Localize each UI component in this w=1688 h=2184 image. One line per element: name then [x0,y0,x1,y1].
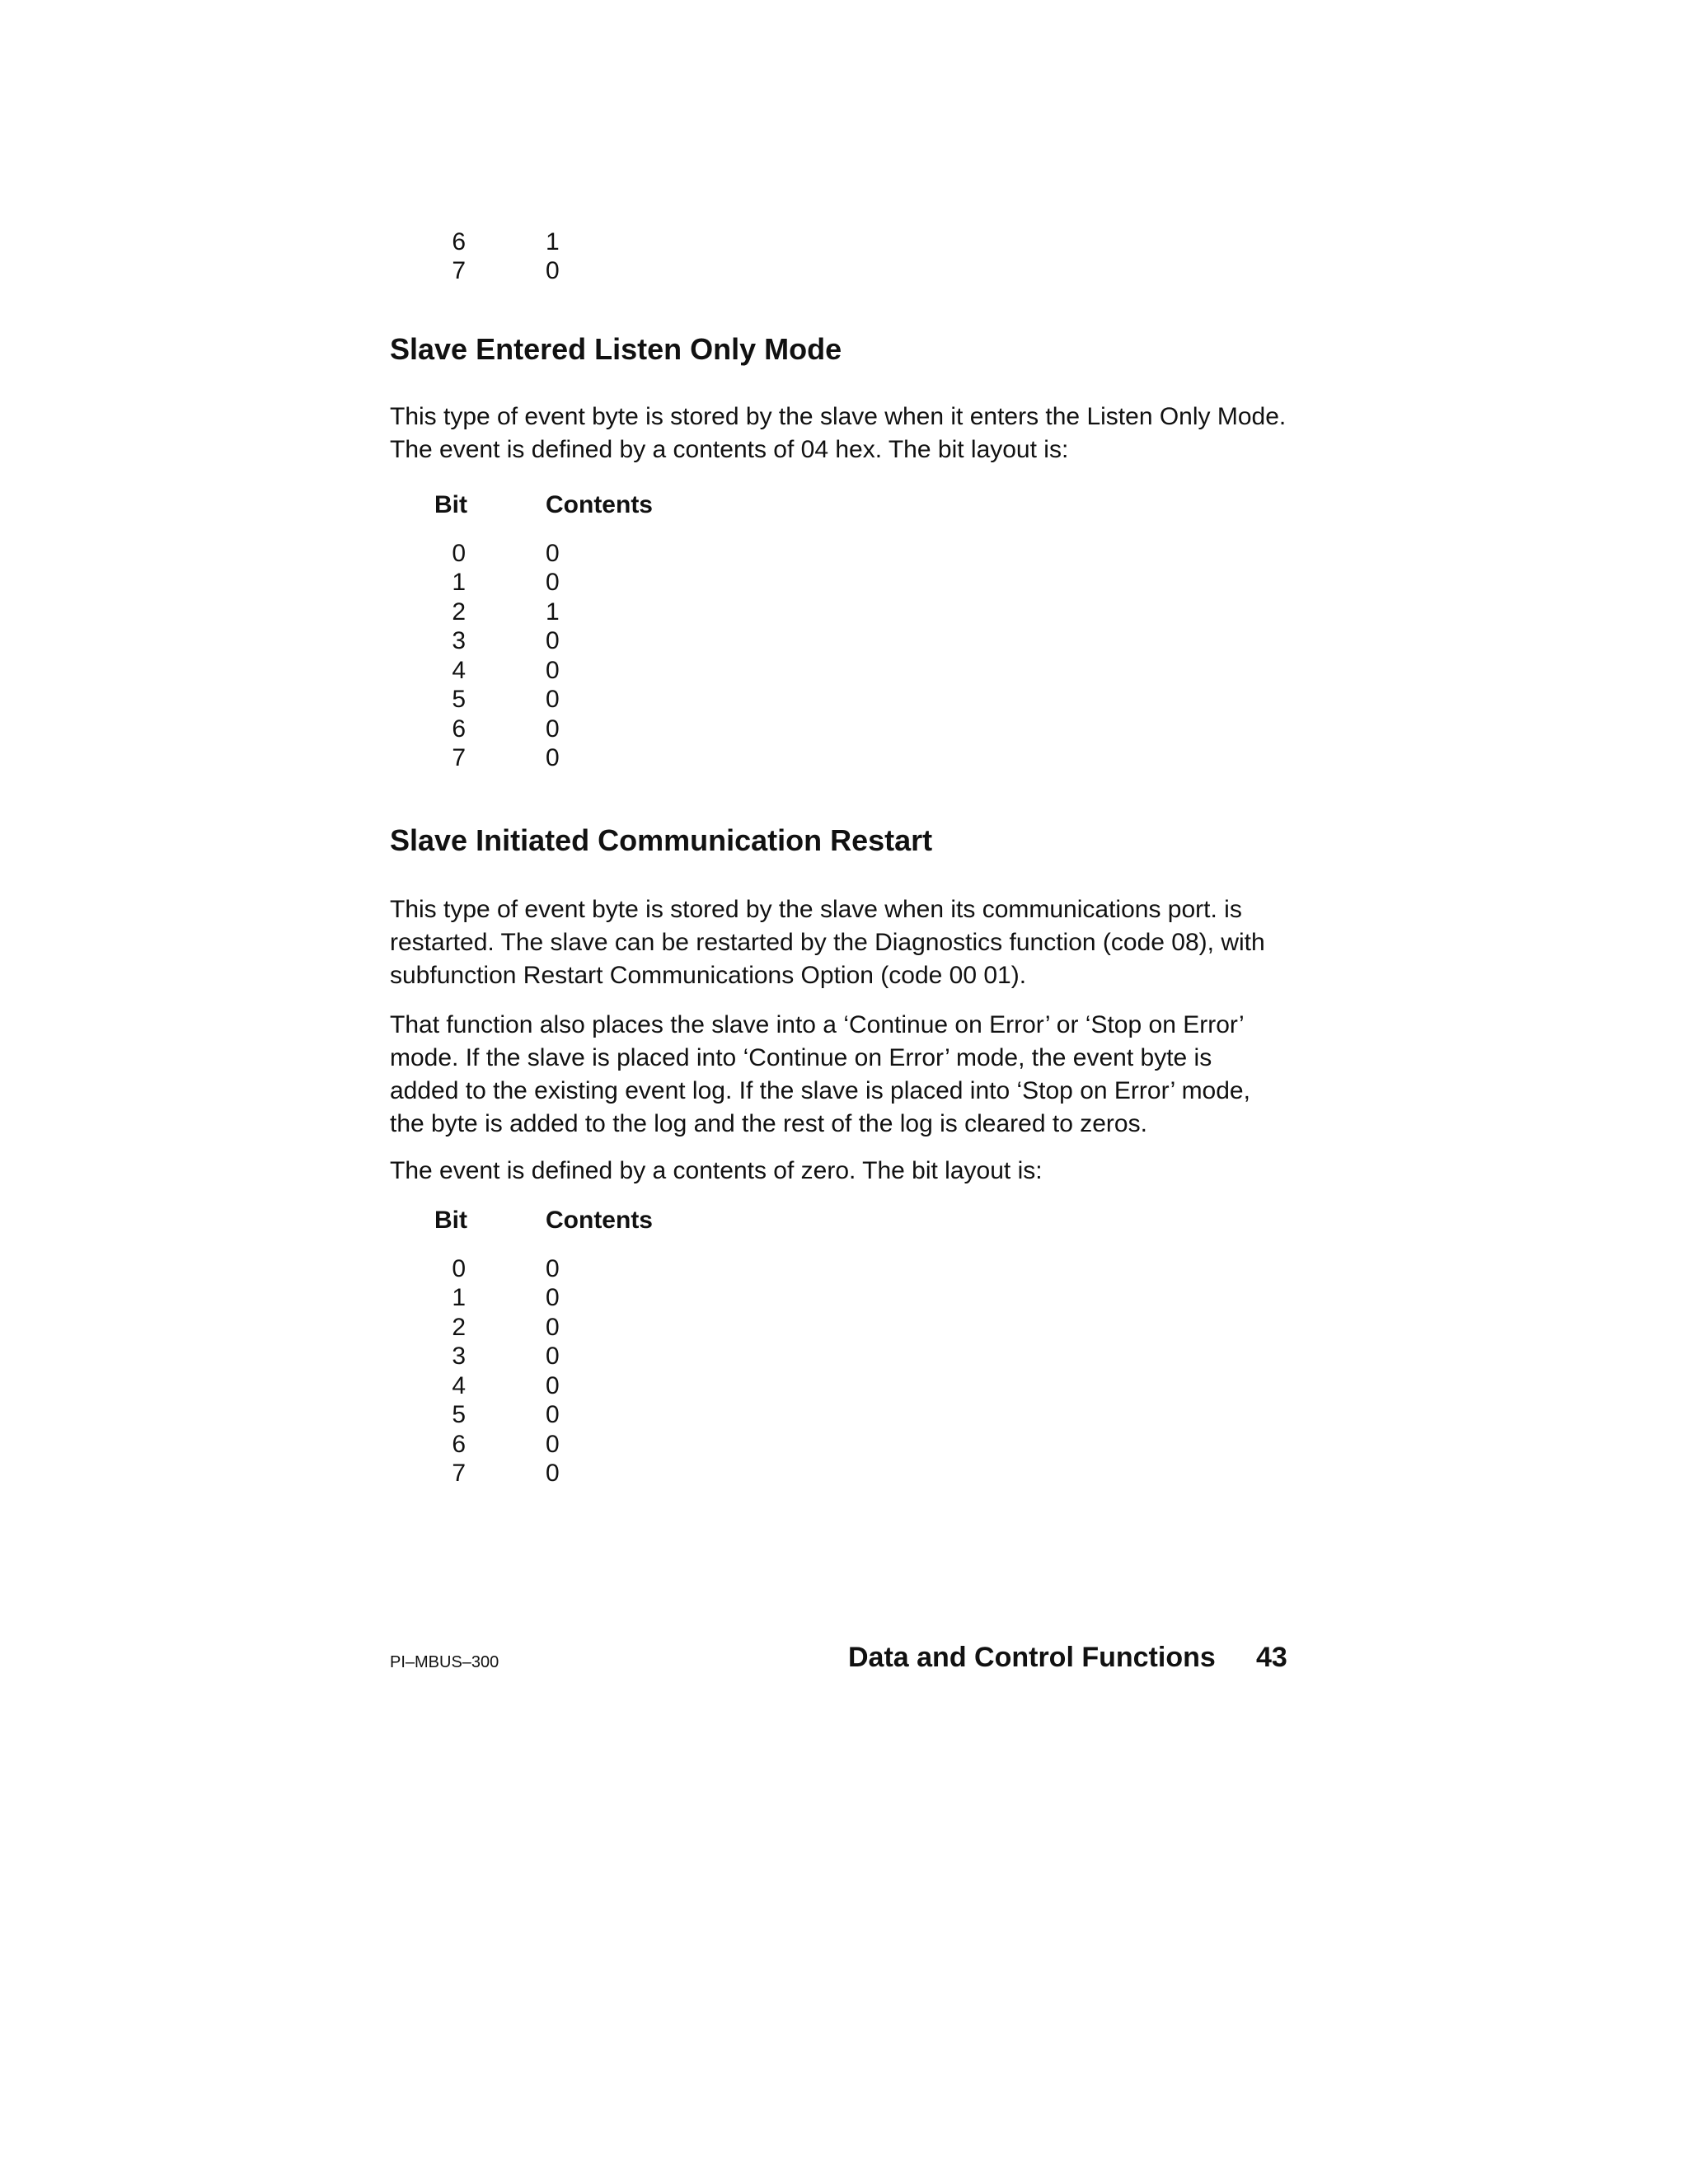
bit-number: 6 [452,228,466,255]
table-row [0,539,1688,569]
table-row [0,568,1688,598]
bit-number: 2 [452,1314,466,1341]
bit-contents: 0 [546,1314,560,1341]
bit-number: 6 [452,1431,466,1458]
bit-contents: 0 [546,657,560,684]
table-header-row [0,1206,1688,1235]
bit-contents: 0 [546,686,560,713]
bit-number: 0 [452,540,466,567]
table-row [0,227,1688,257]
bit-contents: 1 [546,228,560,255]
table-row [0,1283,1688,1313]
bit-contents: 0 [546,569,560,596]
bit-number: 3 [452,627,466,654]
footer-document-id: PI–MBUS–300 [390,1653,499,1671]
table-row [0,1430,1688,1460]
bit-contents: 0 [546,1255,560,1282]
bit-contents: 0 [546,257,560,284]
bit-contents: 0 [546,715,560,743]
bit-contents: 0 [546,1372,560,1399]
bit-contents: 0 [546,1460,560,1487]
footer-page-number: 43 [1256,1642,1287,1673]
table-row [0,1313,1688,1343]
table-header-row [0,490,1688,520]
bit-number: 1 [452,1284,466,1311]
contents-column-header: Contents [546,1207,653,1234]
table-row [0,598,1688,627]
table-row [0,626,1688,656]
bit-number: 5 [452,686,466,713]
bit-contents: 1 [546,598,560,626]
table-row [0,256,1688,286]
section2-paragraph-1 [390,893,1313,992]
table-row [0,1254,1688,1284]
bit-number: 7 [452,257,466,284]
paragraph-line: the byte is added to the log and the rest of the log is cleared to zeros. [390,1110,1147,1137]
table-row [0,715,1688,744]
footer-chapter-title: Data and Control Functions [848,1642,1216,1673]
bit-number: 0 [452,1255,466,1282]
bit-contents: 0 [546,627,560,654]
section-heading-listen-only: Slave Entered Listen Only Mode [390,332,842,366]
paragraph-line: That function also places the slave into a ‘Continue on Error’ or ‘Stop on Error’ [390,1011,1245,1038]
section2-paragraph-3 [390,1155,1313,1188]
paragraph-line: The event is defined by a contents of zero. The bit layout is: [390,1157,1043,1184]
table-row [0,685,1688,715]
section2-paragraph-2 [390,1009,1313,1141]
bit-contents: 0 [546,744,560,771]
paragraph-line: added to the existing event log. If the slave is placed into ‘Stop on Error’ mode, [390,1077,1250,1104]
table-row [0,656,1688,686]
bit-number: 2 [452,598,466,626]
bit-number: 7 [452,744,466,771]
bit-column-header: Bit [434,1207,467,1234]
bit-number: 5 [452,1401,466,1428]
bit-contents: 0 [546,1284,560,1311]
bit-column-header: Bit [434,491,467,518]
table-row [0,1342,1688,1371]
paragraph-line: This type of event byte is stored by the slave when its communications port. is [390,896,1242,923]
bit-number: 7 [452,1460,466,1487]
section-heading-communication-restart: Slave Initiated Communication Restart [390,823,933,857]
bit-number: 4 [452,657,466,684]
table-row [0,1371,1688,1401]
paragraph-line: The event is defined by a contents of 04 hex. The bit layout is: [390,436,1069,463]
bit-contents: 0 [546,1401,560,1428]
paragraph-line: subfunction Restart Communications Option (code 00 01). [390,962,1027,989]
bit-contents: 0 [546,1431,560,1458]
bit-number: 1 [452,569,466,596]
bit-number: 6 [452,715,466,743]
paragraph-line: This type of event byte is stored by the slave when it enters the Listen Only Mode. [390,403,1287,430]
section1-paragraph [390,401,1313,466]
table-row [0,1400,1688,1430]
table-row [0,743,1688,773]
bit-number: 4 [452,1372,466,1399]
bit-contents: 0 [546,1343,560,1370]
bit-contents: 0 [546,540,560,567]
contents-column-header: Contents [546,491,653,518]
paragraph-line: restarted. The slave can be restarted by the Diagnostics function (code 08), with [390,929,1265,956]
bit-number: 3 [452,1343,466,1370]
table-row [0,1459,1688,1488]
paragraph-line: mode. If the slave is placed into ‘Continue on Error’ mode, the event byte is [390,1044,1212,1071]
